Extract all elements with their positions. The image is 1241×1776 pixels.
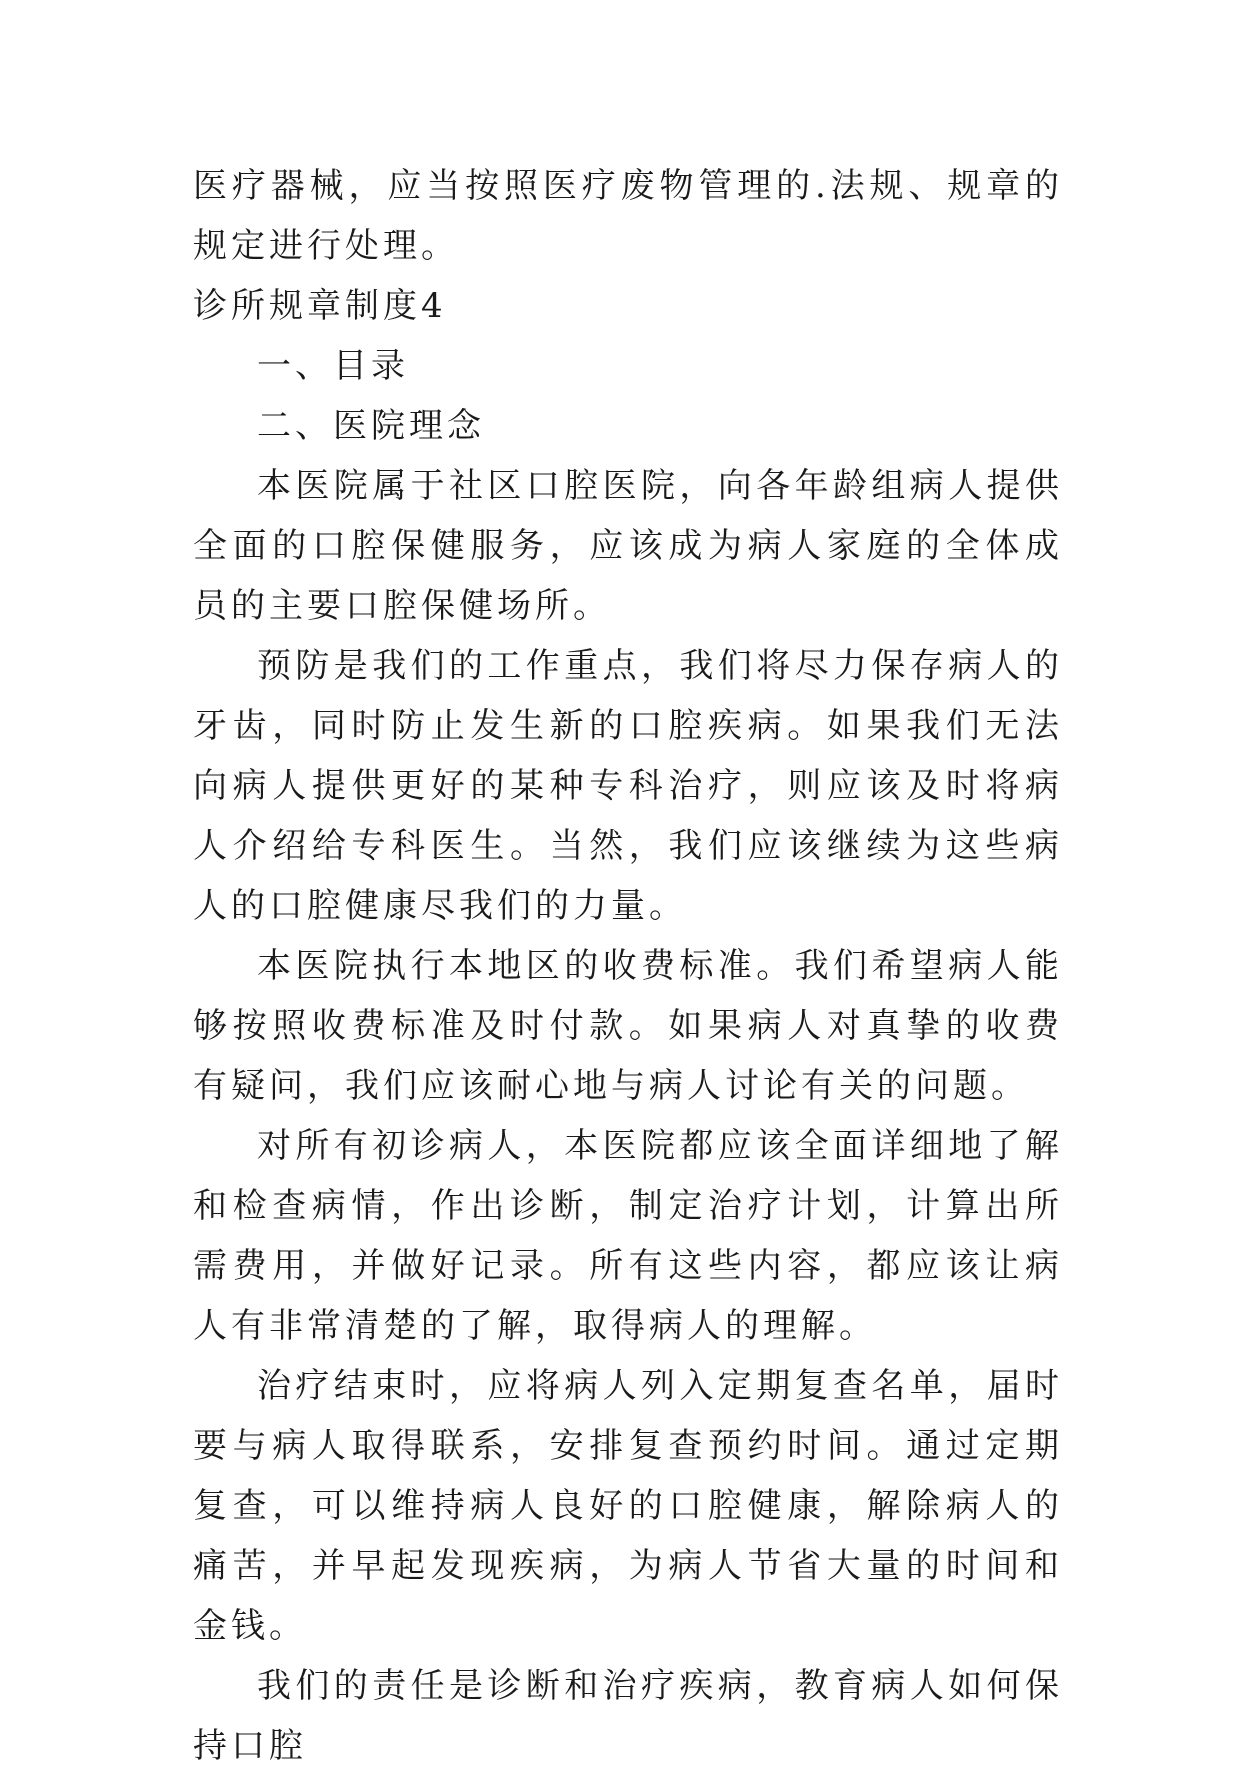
section-title: 诊所规章制度4 bbox=[193, 286, 447, 326]
document-body bbox=[193, 156, 1063, 1776]
paragraph-responsibility: 我们的责任是诊断和治疗疾病，教育病人如何保持口腔 bbox=[193, 1666, 1063, 1766]
paragraph-hospital-intro: 本医院属于社区口腔医院，向各年龄组病人提供全面的口腔保健服务，应该成为病人家庭的全体成员的主要口腔保健场所。 bbox=[193, 466, 1063, 626]
list-item-philosophy: 二、医院理念 bbox=[257, 406, 485, 446]
paragraph-followup: 治疗结束时，应将病人列入定期复查名单，届时要与病人取得联系，安排复查预约时间。通过定期复查，可以维持病人良好的口腔健康，解除病人的痛苦，并早起发现疾病，为病人节省大量的时间和金钱。 bbox=[193, 1366, 1063, 1646]
list-item-contents: 一、目录 bbox=[257, 346, 409, 386]
paragraph-fees: 本医院执行本地区的收费标准。我们希望病人能够按照收费标准及时付款。如果病人对真挚的收费有疑问，我们应该耐心地与病人讨论有关的问题。 bbox=[193, 946, 1063, 1106]
paragraph-continued: 医疗器械，应当按照医疗废物管理的.法规、规章的规定进行处理。 bbox=[193, 166, 1063, 266]
paragraph-initial-visit: 对所有初诊病人，本医院都应该全面详细地了解和检查病情，作出诊断，制定治疗计划，计算出所需费用，并做好记录。所有这些内容，都应该让病人有非常清楚的了解，取得病人的理解。 bbox=[193, 1126, 1063, 1346]
paragraph-prevention: 预防是我们的工作重点，我们将尽力保存病人的牙齿，同时防止发生新的口腔疾病。如果我们无法向病人提供更好的某种专科治疗，则应该及时将病人介绍给专科医生。当然，我们应该继续为这些病人的口腔健康尽我们的力量。 bbox=[193, 646, 1063, 926]
